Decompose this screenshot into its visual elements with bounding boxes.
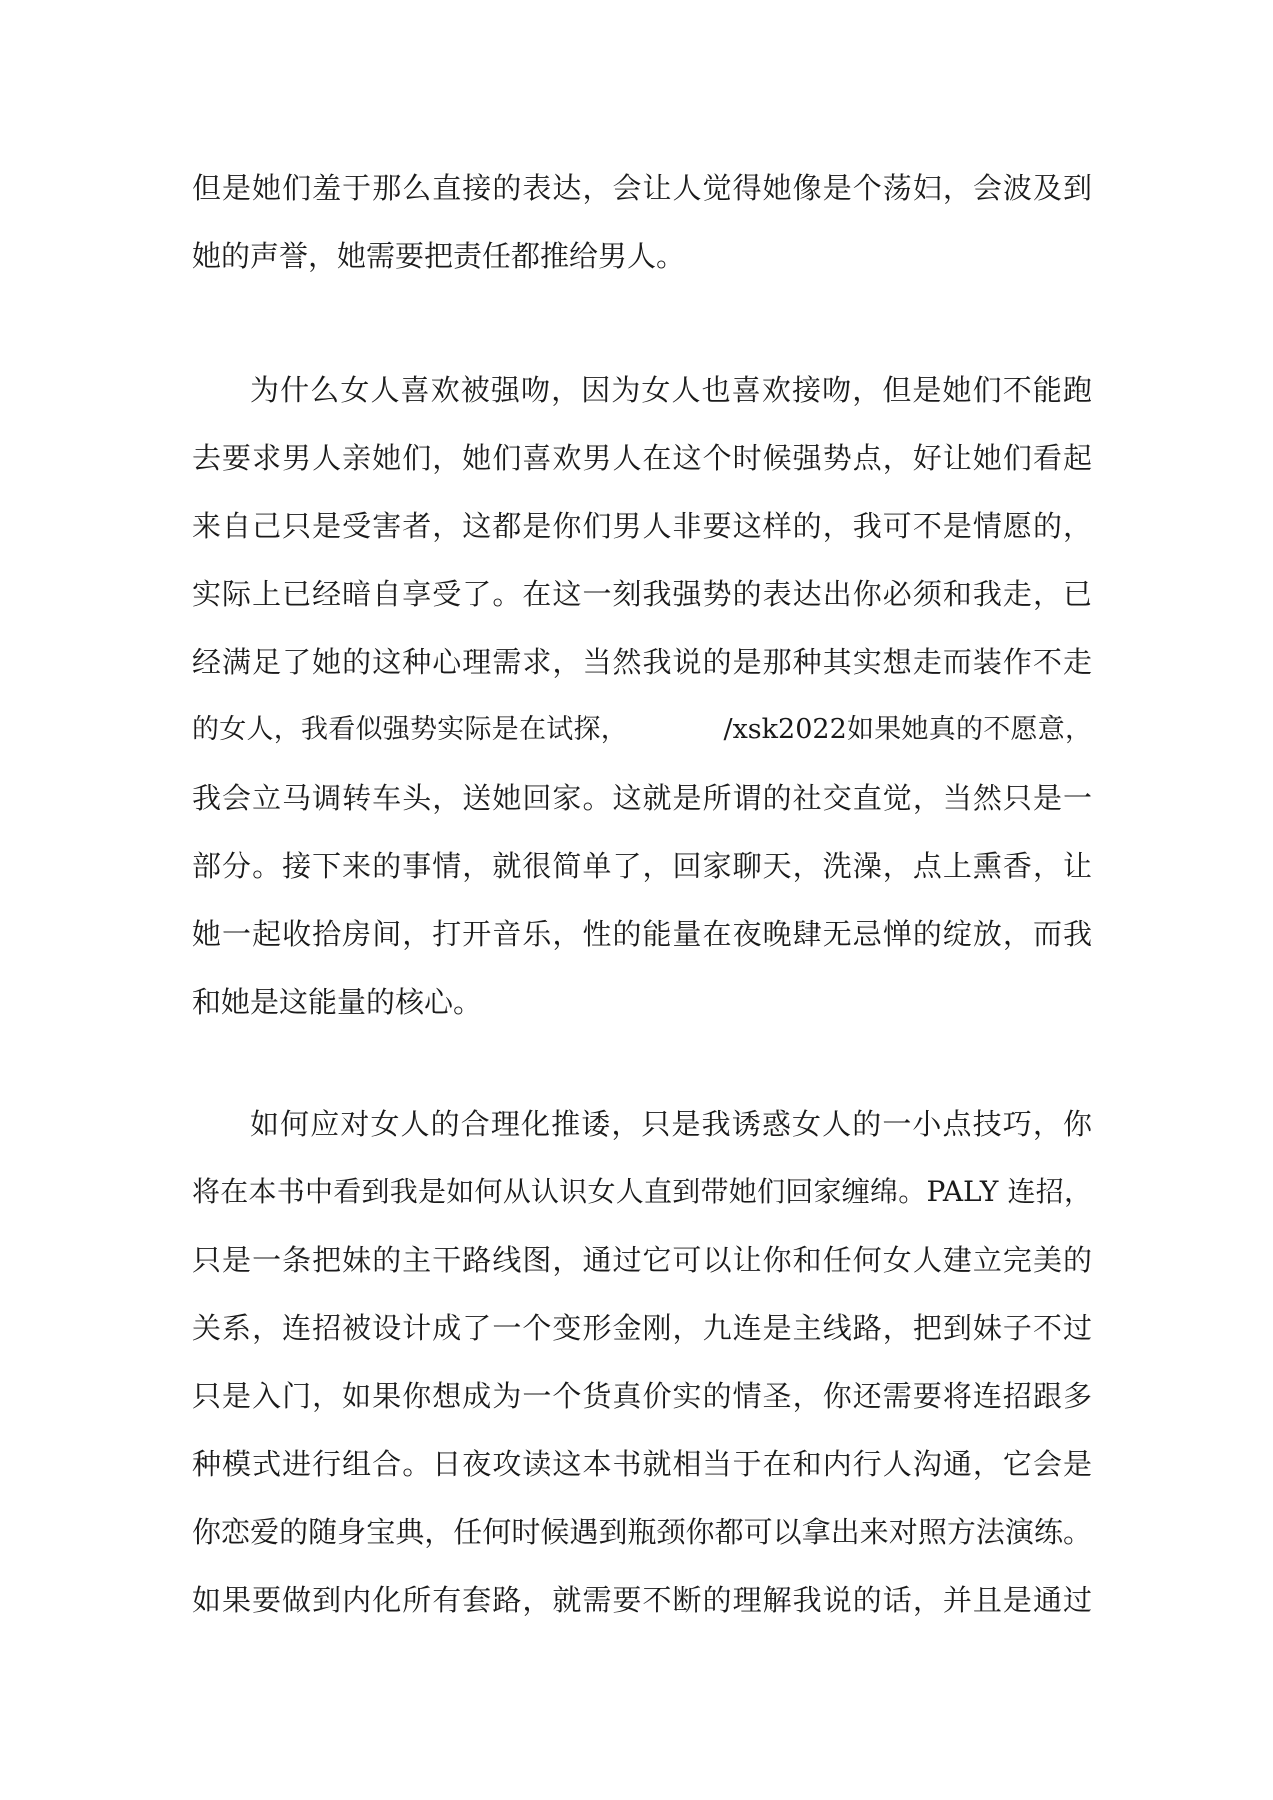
- paragraph-line: 的女人，我看似强势实际是在试探， /xsk2022如果她真的不愿意，: [192, 714, 1092, 745]
- paragraph-line: 种模式进行组合。日夜攻读这本书就相当于在和内行人沟通，它会是: [192, 1447, 1092, 1481]
- paragraph-line: 如果要做到内化所有套路，就需要不断的理解我说的话，并且是通过: [192, 1583, 1092, 1617]
- paragraph-line: 只是一条把妹的主干路线图，通过它可以让你和任何女人建立完美的: [192, 1243, 1092, 1277]
- paragraph-line: 关系，连招被设计成了一个变形金刚，九连是主线路，把到妹子不过: [192, 1311, 1092, 1345]
- paragraph-line: 部分。接下来的事情，就很简单了，回家聊天，洗澡，点上熏香，让: [192, 849, 1092, 883]
- paragraph-line: 将在本书中看到我是如何从认识女人直到带她们回家缠绵。PALY 连招，: [192, 1175, 1092, 1208]
- paragraph-line: 实际上已经暗自享受了。在这一刻我强势的表达出你必须和我走，已: [192, 577, 1092, 611]
- paragraph-line: 来自己只是受害者，这都是你们男人非要这样的，我可不是情愿的，: [192, 509, 1092, 543]
- paragraph-line: 她的声誉，她需要把责任都推给男人。: [192, 239, 686, 273]
- paragraph-line: 她一起收拾房间，打开音乐，性的能量在夜晚肆无忌惮的绽放，而我: [192, 917, 1092, 951]
- paragraph-1: [192, 154, 1092, 290]
- paragraph-2: [192, 356, 1092, 1036]
- paragraph-line: 你恋爱的随身宝典，任何时候遇到瓶颈你都可以拿出来对照方法演练。: [192, 1515, 1092, 1549]
- paragraph-line: 但是她们羞于那么直接的表达，会让人觉得她像是个荡妇，会波及到: [192, 171, 1092, 205]
- paragraph-line: 为什么女人喜欢被强吻，因为女人也喜欢接吻，但是她们不能跑: [250, 373, 1092, 407]
- paragraph-line: 去要求男人亲她们，她们喜欢男人在这个时候强势点，好让她们看起: [192, 441, 1092, 475]
- paragraph-3: [192, 1090, 1092, 1634]
- paragraph-line: 我会立马调转车头，送她回家。这就是所谓的社交直觉，当然只是一: [192, 781, 1092, 815]
- paragraph-line: 如何应对女人的合理化推诿，只是我诱惑女人的一小点技巧，你: [250, 1107, 1092, 1141]
- paragraph-line: 经满足了她的这种心理需求，当然我说的是那种其实想走而装作不走: [192, 645, 1092, 679]
- paragraph-line: 和她是这能量的核心。: [192, 985, 483, 1019]
- paragraph-line: 只是入门，如果你想成为一个货真价实的情圣，你还需要将连招跟多: [192, 1379, 1092, 1413]
